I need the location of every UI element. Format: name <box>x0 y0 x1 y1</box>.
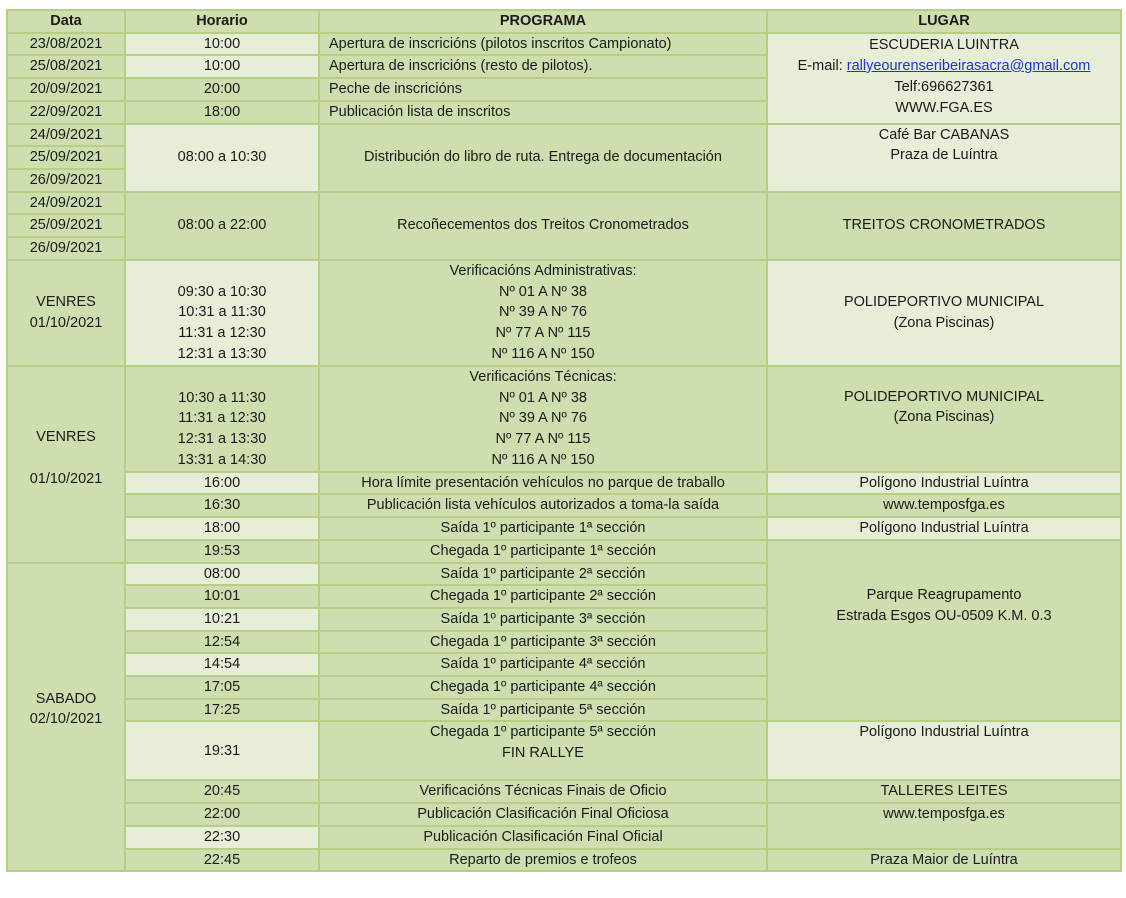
program-line: Chegada 1º participante 5ª sección <box>430 724 656 741</box>
day-date: 01/10/2021 <box>29 314 103 331</box>
program-cell: Saída 1º participante 3ª sección <box>319 608 767 631</box>
program-line: Nº 77 A Nº 115 <box>495 431 591 448</box>
time-cell: 08:00 a 10:30 <box>125 124 319 192</box>
program-cell <box>319 721 767 780</box>
table-row <box>7 366 1121 472</box>
header-horario: Horario <box>125 10 319 33</box>
program-cell: Reparto de premios e trofeos <box>319 849 767 872</box>
table-row <box>7 494 1121 517</box>
email-label: E-mail: <box>797 57 847 74</box>
place-cell <box>767 124 1121 192</box>
place-name: ESCUDERIA LUINTRA <box>869 36 1019 53</box>
place-cell-regroup <box>767 540 1121 722</box>
place-line: POLIDEPORTIVO MUNICIPAL <box>843 388 1045 405</box>
table-row <box>7 472 1121 495</box>
place-phone: Telf:696627361 <box>894 78 994 95</box>
place-cell: TREITOS CRONOMETRADOS <box>767 192 1121 260</box>
time-cell: 10:00 <box>125 55 319 78</box>
place-cell: Polígono Industrial Luíntra <box>767 517 1121 540</box>
time-cell: 12:54 <box>125 631 319 654</box>
time-cell: 14:54 <box>125 653 319 676</box>
place-cell: www.temposfga.es <box>767 803 1121 848</box>
day-label: VENRES <box>36 428 96 445</box>
program-cell: Apertura de inscricións (pilotos inscritos Campionato) <box>319 33 767 56</box>
date-cell: 26/09/2021 <box>7 169 125 192</box>
place-cell: Praza Maior de Luíntra <box>767 849 1121 872</box>
program-cell: Saída 1º participante 2ª sección <box>319 563 767 586</box>
program-cell: Peche de inscricións <box>319 78 767 101</box>
program-title: Verificacións Administrativas: <box>449 262 637 279</box>
time-cell: 18:00 <box>125 517 319 540</box>
day-cell <box>7 260 125 366</box>
day-label: SABADO <box>35 690 97 707</box>
program-cell: Chegada 1º participante 3ª sección <box>319 631 767 654</box>
program-cell: Saída 1º participante 1ª sección <box>319 517 767 540</box>
time-cell: 22:45 <box>125 849 319 872</box>
time-cell: 16:00 <box>125 472 319 495</box>
day-date: 02/10/2021 <box>29 711 103 728</box>
table-row <box>7 192 1121 215</box>
date-cell: 25/09/2021 <box>7 146 125 169</box>
day-date: 01/10/2021 <box>29 470 103 487</box>
program-line: Nº 77 A Nº 115 <box>495 325 591 342</box>
time-cell: 20:45 <box>125 780 319 803</box>
time-line: 13:31 a 14:30 <box>177 451 267 468</box>
header-programa: PROGRAMA <box>319 10 767 33</box>
program-cell: Chegada 1º participante 2ª sección <box>319 585 767 608</box>
place-line: Praza de Luíntra <box>890 147 998 164</box>
place-cell: TALLERES LEITES <box>767 780 1121 803</box>
header-data: Data <box>7 10 125 33</box>
program-line: Nº 01 A Nº 38 <box>499 389 587 406</box>
program-cell: Saída 1º participante 5ª sección <box>319 699 767 722</box>
program-line: Nº 39 A Nº 76 <box>499 304 587 321</box>
time-line: 09:30 a 10:30 <box>177 283 267 300</box>
date-cell: 25/09/2021 <box>7 214 125 237</box>
place-cell: Polígono Industrial Luíntra <box>767 472 1121 495</box>
place-cell <box>767 366 1121 472</box>
program-cell: Verificacións Técnicas Finais de Oficio <box>319 780 767 803</box>
time-line: 11:31 a 12:30 <box>178 410 266 427</box>
day-label: VENRES <box>36 294 96 311</box>
date-cell: 20/09/2021 <box>7 78 125 101</box>
table-row <box>7 803 1121 826</box>
time-cell: 22:00 <box>125 803 319 826</box>
place-web: WWW.FGA.ES <box>895 99 993 116</box>
time-line: 10:31 a 11:30 <box>178 304 266 321</box>
date-cell: 23/08/2021 <box>7 33 125 56</box>
time-line: 12:31 a 13:30 <box>177 345 267 362</box>
header-lugar: LUGAR <box>767 10 1121 33</box>
program-title: Verificacións Técnicas: <box>469 368 617 385</box>
table-row <box>7 849 1121 872</box>
time-cell <box>125 260 319 366</box>
time-cell: 08:00 <box>125 563 319 586</box>
place-line: Café Bar CABANAS <box>878 126 1010 143</box>
program-cell: Apertura de inscricións (resto de pilotos). <box>319 55 767 78</box>
time-cell: 22:30 <box>125 826 319 849</box>
program-cell: Hora límite presentación vehículos no parque de traballo <box>319 472 767 495</box>
program-cell: Publicación Clasificación Final Oficiosa <box>319 803 767 826</box>
date-cell: 24/09/2021 <box>7 124 125 147</box>
program-cell: Publicación lista vehículos autorizados a toma-la saída <box>319 494 767 517</box>
time-cell: 19:31 <box>125 721 319 780</box>
place-line: Estrada Esgos OU-0509 K.M. 0.3 <box>836 607 1052 624</box>
place-line: Parque Reagrupamento <box>866 586 1022 603</box>
place-cell-escuderia <box>767 33 1121 124</box>
date-cell: 25/08/2021 <box>7 55 125 78</box>
time-cell: 19:53 <box>125 540 319 563</box>
program-line: Nº 116 A Nº 150 <box>491 451 595 468</box>
time-line: 10:30 a 11:30 <box>178 389 266 406</box>
program-line: Nº 01 A Nº 38 <box>499 283 587 300</box>
program-cell: Chegada 1º participante 1ª sección <box>319 540 767 563</box>
place-line: POLIDEPORTIVO MUNICIPAL <box>843 294 1045 311</box>
email-link[interactable]: rallyeourenseribeirasacra@gmail.com <box>846 57 1091 74</box>
day-cell <box>7 366 125 563</box>
time-cell: 10:01 <box>125 585 319 608</box>
program-line: Nº 116 A Nº 150 <box>491 345 595 362</box>
place-cell: www.temposfga.es <box>767 494 1121 517</box>
table-row <box>7 721 1121 780</box>
program-cell <box>319 366 767 472</box>
time-cell: 16:30 <box>125 494 319 517</box>
date-cell: 24/09/2021 <box>7 192 125 215</box>
table-row <box>7 124 1121 147</box>
program-cell: Publicación Clasificación Final Oficial <box>319 826 767 849</box>
time-cell: 10:00 <box>125 33 319 56</box>
program-cell: Distribución do libro de ruta. Entrega de documentación <box>319 124 767 192</box>
place-line: (Zona Piscinas) <box>893 314 995 331</box>
program-line: Nº 39 A Nº 76 <box>499 410 587 427</box>
rally-schedule-table <box>6 9 1122 872</box>
time-cell: 10:21 <box>125 608 319 631</box>
table-row <box>7 517 1121 540</box>
program-cell: Publicación lista de inscritos <box>319 101 767 124</box>
table-row <box>7 540 1121 563</box>
date-cell: 22/09/2021 <box>7 101 125 124</box>
place-email-line <box>772 56 1116 77</box>
header-row <box>7 10 1121 33</box>
table-row <box>7 33 1121 56</box>
date-cell: 26/09/2021 <box>7 237 125 260</box>
place-line: (Zona Piscinas) <box>893 409 995 426</box>
program-cell: Chegada 1º participante 4ª sección <box>319 676 767 699</box>
table-row <box>7 260 1121 366</box>
place-cell: Polígono Industrial Luíntra <box>767 721 1121 780</box>
program-cell <box>319 260 767 366</box>
time-line: 12:31 a 13:30 <box>177 431 267 448</box>
program-cell: Recoñecementos dos Treitos Cronometrados <box>319 192 767 260</box>
time-cell: 18:00 <box>125 101 319 124</box>
time-cell: 17:05 <box>125 676 319 699</box>
time-cell: 08:00 a 22:00 <box>125 192 319 260</box>
time-cell: 17:25 <box>125 699 319 722</box>
time-cell: 20:00 <box>125 78 319 101</box>
program-cell: Saída 1º participante 4ª sección <box>319 653 767 676</box>
table-row <box>7 780 1121 803</box>
time-line: 11:31 a 12:30 <box>178 325 266 342</box>
day-cell <box>7 563 125 872</box>
program-line: FIN RALLYE <box>502 745 584 762</box>
time-cell <box>125 366 319 472</box>
place-cell <box>767 260 1121 366</box>
